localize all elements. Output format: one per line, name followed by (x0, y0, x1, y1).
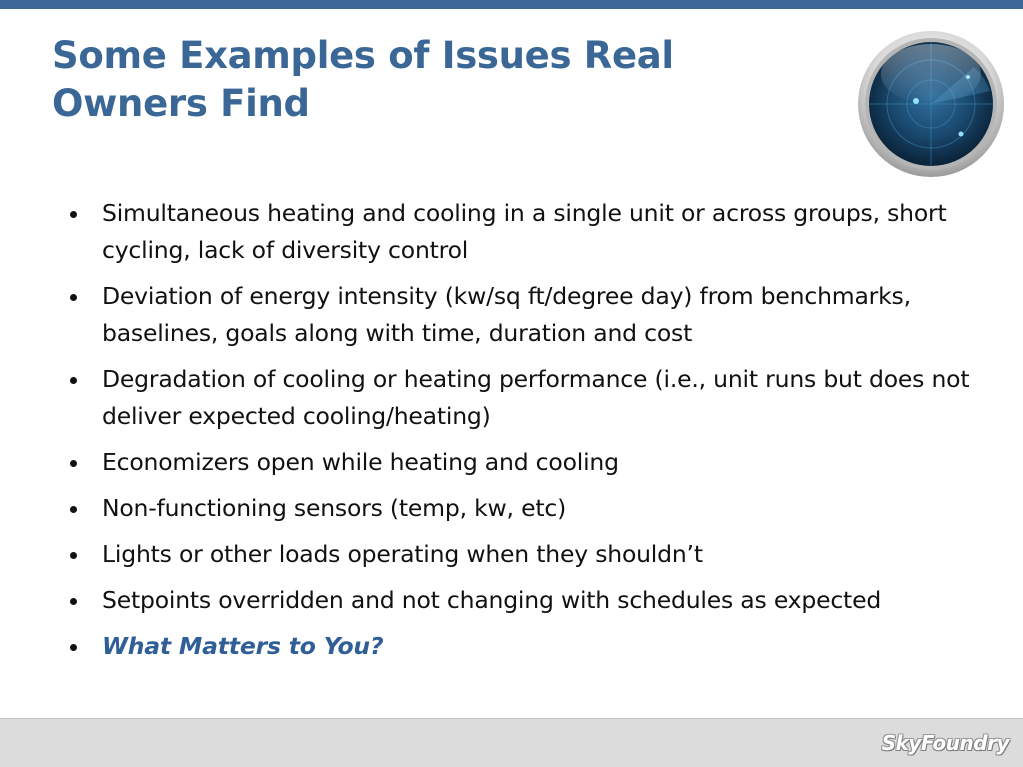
bullet-dot-icon (70, 460, 77, 467)
bullet-text: Degradation of cooling or heating performance (i.e., unit runs but does not deliver expected cooling/heating) (102, 365, 970, 430)
footer-bar (0, 718, 1023, 767)
bullet-dot-icon (70, 552, 77, 559)
bullet-text: Simultaneous heating and cooling in a single unit or across groups, short cycling, lack of diversity control (102, 199, 947, 264)
bullet-item-emphasis (70, 628, 980, 665)
bullet-dot-icon (70, 598, 77, 605)
bullet-item (70, 195, 980, 269)
bullet-dot-icon (70, 506, 77, 513)
bullet-list (70, 195, 980, 674)
bullet-text: Lights or other loads operating when they shouldn’t (102, 540, 703, 568)
bullet-item (70, 490, 980, 527)
radar-icon (856, 29, 1006, 179)
slide-title (52, 32, 772, 128)
bullet-text-emphasis: What Matters to You? (102, 632, 384, 660)
skyfoundry-logo: SkyFoundry (881, 731, 1009, 755)
bullet-dot-icon (70, 294, 77, 301)
bullet-item (70, 536, 980, 573)
bullet-item (70, 444, 980, 481)
bullet-item (70, 278, 980, 352)
bullet-item (70, 361, 980, 435)
bullet-dot-icon (70, 211, 77, 218)
bullet-text: Economizers open while heating and cooling (102, 448, 619, 476)
bullet-text: Non-functioning sensors (temp, kw, etc) (102, 494, 567, 522)
bullet-text: Deviation of energy intensity (kw/sq ft/degree day) from benchmarks, baselines, goals along with time, duration and cost (102, 282, 911, 347)
bullet-item (70, 582, 980, 619)
bullet-dot-icon (70, 644, 77, 651)
slide-title-line-2: Owners Find (52, 82, 310, 125)
bullet-dot-icon (70, 377, 77, 384)
bullet-text: Setpoints overridden and not changing with schedules as expected (102, 586, 882, 614)
slide-title-line-1: Some Examples of Issues Real (52, 34, 674, 77)
top-accent-bar (0, 0, 1023, 9)
